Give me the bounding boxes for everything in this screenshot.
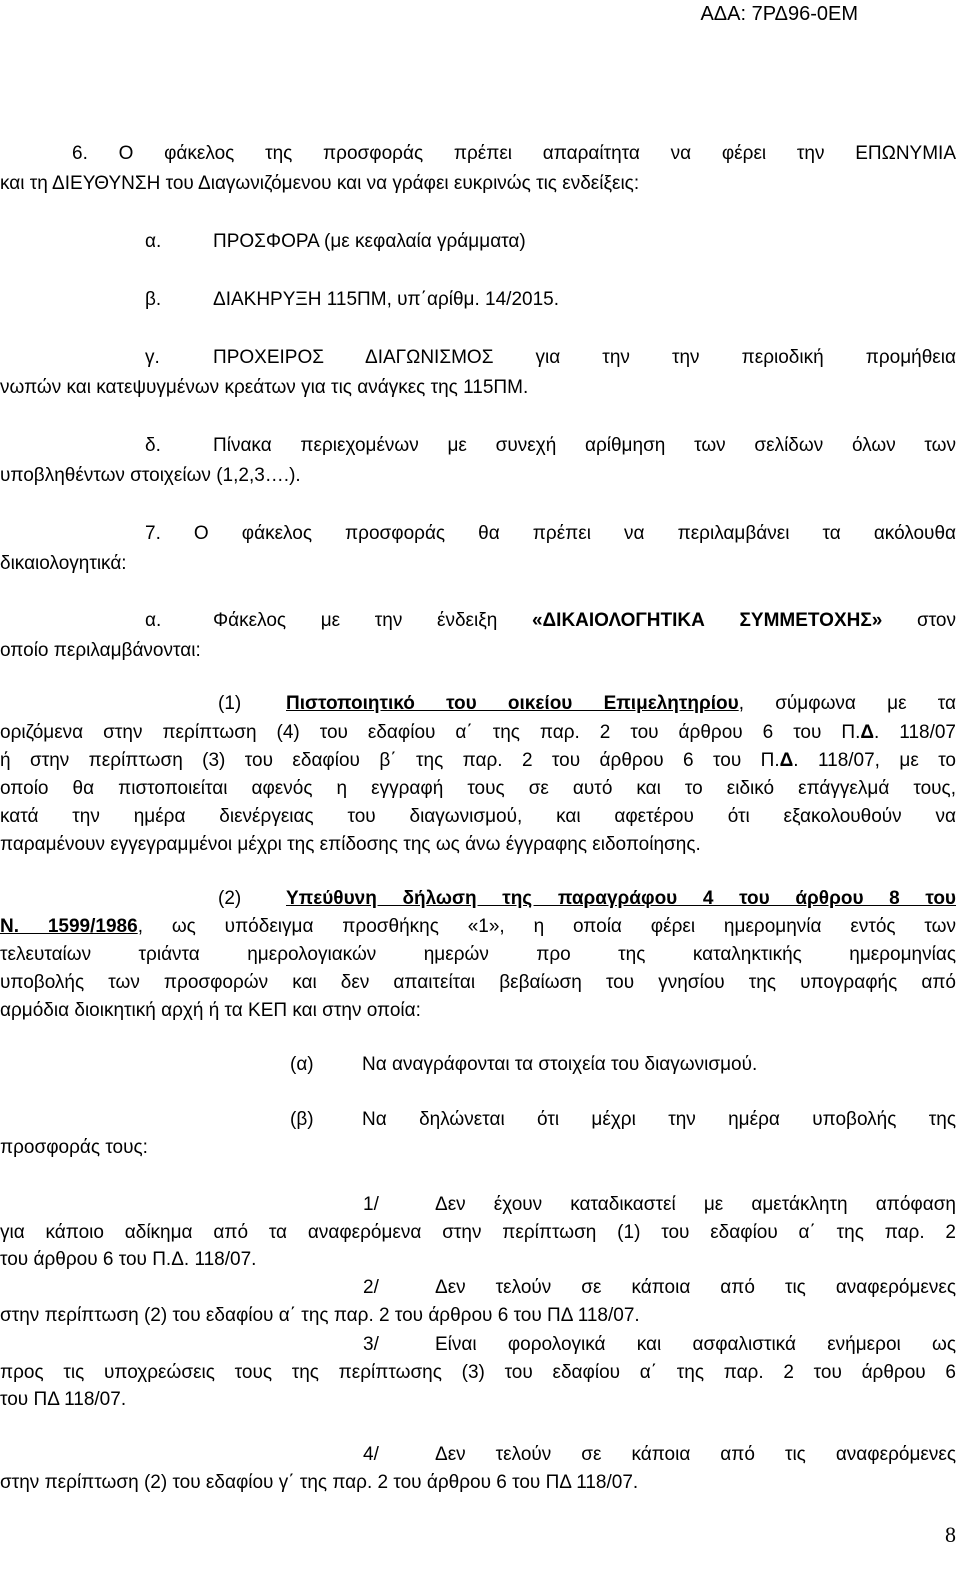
item-d-cont: υποβληθέντων στοιχείων (1,2,3….). [0, 465, 301, 486]
sub-1-line2: για κάποιο αδίκημα από τα αναφερόμενα στην περίπτωση (1) του εδαφίου α΄ της παρ. 2 [0, 1222, 956, 1243]
page-number: 8 [945, 1522, 956, 1547]
item-2-line4: υποβολής των προσφορών και δεν απαιτείται βεβαίωση του γνησίου της υπογραφής από [0, 972, 956, 993]
item-g: γ. ΠΡΟΧΕΙΡΟΣ ΔΙΑΓΩΝΙΣΜΟΣ για την την περιοδική προμήθεια [145, 347, 956, 368]
item-alpha: (α) Να αναγράφονται τα στοιχεία του διαγωνισμού. [290, 1054, 758, 1075]
paragraph-6: 6. Ο φάκελος της προσφοράς πρέπει απαραίτητα να φέρει την ΕΠΩΝΥΜΙΑ [72, 143, 956, 164]
item-2: (2) Υπεύθυνη δήλωση της παραγράφου 4 του άρθρου 8 του [218, 888, 956, 909]
item-2-line2: Ν. 1599/1986, ως υπόδειγμα προσθήκης «1», η οποία φέρει ημερομηνία εντός των [0, 916, 956, 937]
item-2-line5: αρμόδια διοικητική αρχή ή τα ΚΕΠ και στην οποία: [0, 1000, 421, 1021]
paragraph-7-cont: δικαιολογητικά: [0, 553, 127, 574]
sub-1-line3: του άρθρου 6 του Π.Δ. 118/07. [0, 1249, 257, 1270]
item-1-line5: κατά την ημέρα διενέργειας του διαγωνισμού, και αφετέρου ότι εξακολουθούν να [0, 806, 956, 827]
item-1-line6: παραμένουν εγγεγραμμένοι μέχρι της επίδοσης της ως άνω έγγραφης ειδοποίησης. [0, 834, 701, 855]
sub-3-line2: προς τις υποχρεώσεις τους της περίπτωσης (3) του εδαφίου α΄ της παρ. 2 του άρθρου 6 [0, 1362, 956, 1383]
ada-code: ΑΔΑ: 7ΡΔ96-0ΕΜ [700, 3, 858, 25]
item-beta: (β) Να δηλώνεται ότι μέχρι την ημέρα υποβολής της [290, 1109, 956, 1130]
sub-4-line2: στην περίπτωση (2) του εδαφίου γ΄ της παρ. 2 του άρθρου 6 του ΠΔ 118/07. [0, 1472, 639, 1493]
subitem-a-cont: οποίο περιλαμβάνονται: [0, 640, 201, 661]
sub-2-line2: στην περίπτωση (2) του εδαφίου α΄ της παρ. 2 του άρθρου 6 του ΠΔ 118/07. [0, 1305, 640, 1326]
item-1: (1) Πιστοποιητικό του οικείου Επιμελητηρίου, σύμφωνα με τα [218, 693, 956, 714]
sub-2: 2/ Δεν τελούν σε κάποια από τις αναφερόμενες [363, 1277, 956, 1298]
sub-1: 1/ Δεν έχουν καταδικαστεί με αμετάκλητη απόφαση [363, 1194, 956, 1215]
item-d: δ. Πίνακα περιεχομένων με συνεχή αρίθμηση των σελίδων όλων των [145, 435, 956, 456]
sub-3-line3: του ΠΔ 118/07. [0, 1389, 127, 1410]
item-beta-cont: προσφοράς τους: [0, 1137, 148, 1158]
subitem-a: α. Φάκελος με την ένδειξη «ΔΙΚΑΙΟΛΟΓΗΤΙΚΑ ΣΥΜΜΕΤΟΧΗΣ» στον [145, 610, 956, 631]
item-b: β. ΔΙΑΚΗΡΥΞΗ 115ΠΜ, υπ΄αρίθμ. 14/2015. [145, 289, 559, 310]
item-1-line4: οποίο θα πιστοποιείται αφενός η εγγραφή τους σε αυτό και το ειδικό επάγγελμά τους, [0, 778, 956, 799]
item-1-line2: οριζόμενα στην περίπτωση (4) του εδαφίου α΄ της παρ. 2 του άρθρου 6 του Π.Δ. 118/07 [0, 722, 956, 743]
sub-3: 3/ Είναι φορολογικά και ασφαλιστικά ενήμεροι ως [363, 1334, 956, 1355]
item-2-line3: τελευταίων τριάντα ημερολογιακών ημερών προ της καταληκτικής ημερομηνίας [0, 944, 956, 965]
item-1-line3: ή στην περίπτωση (3) του εδαφίου β΄ της παρ. 2 του άρθρου 6 του Π.Δ. 118/07, με το [0, 750, 956, 771]
item-g-cont: νωπών και κατεψυγμένων κρεάτων για τις ανάγκες της 115ΠΜ. [0, 377, 529, 398]
sub-4: 4/ Δεν τελούν σε κάποια από τις αναφερόμενες [363, 1444, 956, 1465]
item-a: α. ΠΡΟΣΦΟΡΑ (με κεφαλαία γράμματα) [145, 231, 526, 252]
paragraph-7: 7. Ο φάκελος προσφοράς θα πρέπει να περιλαμβάνει τα ακόλουθα [145, 523, 956, 544]
paragraph-6-cont: και τη ΔΙΕΥΘΥΝΣΗ του Διαγωνιζόμενου και να γράφει ευκρινώς τις ενδείξεις: [0, 173, 640, 194]
